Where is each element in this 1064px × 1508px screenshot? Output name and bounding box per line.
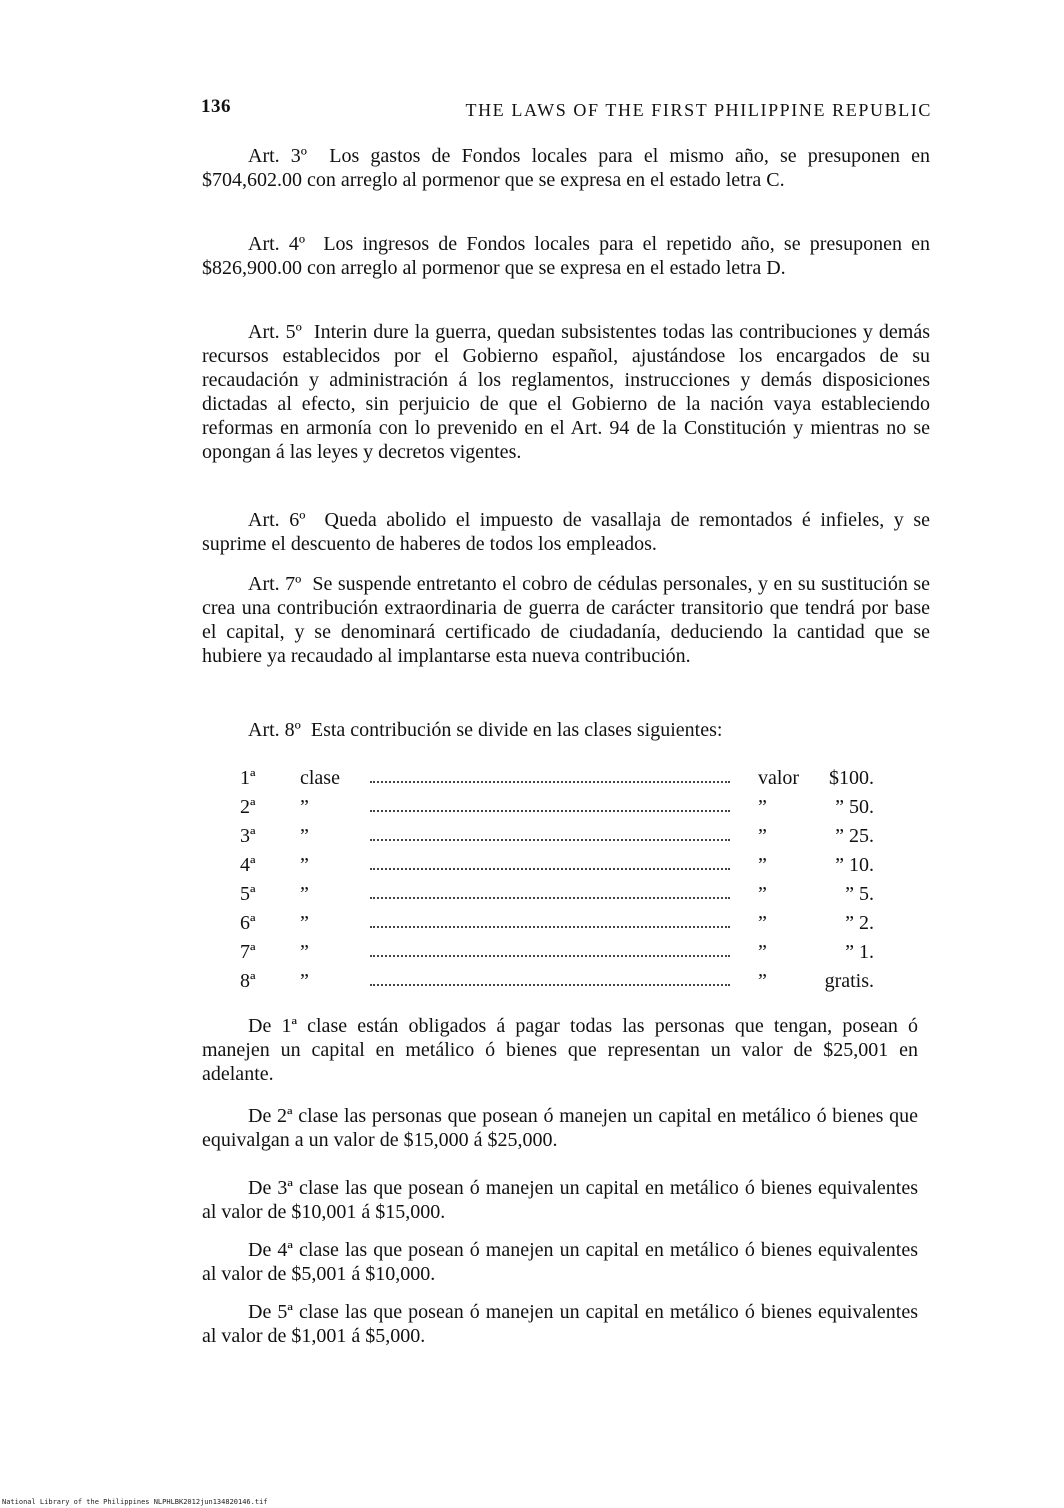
class-number: 5ª: [240, 883, 256, 905]
dot-leader: [370, 954, 730, 957]
page-number: 136: [201, 96, 231, 117]
class-name: ”: [300, 796, 309, 818]
class-3-paragraph: De 3ª clase las que posean ó manejen un capital en metálico ó bienes equivalentes al valor de $10,001 á $15,000.: [202, 1177, 918, 1223]
class-amount: ” 10.: [835, 854, 874, 876]
article-label: Art. 4º: [248, 233, 306, 255]
dot-leader: [370, 896, 730, 899]
class-number: 3ª: [240, 825, 256, 847]
table-row: [240, 880, 880, 909]
valor-label: valor: [758, 767, 800, 789]
dot-leader: [370, 983, 730, 986]
class-amount: gratis.: [824, 970, 874, 992]
article-label: Art. 3º: [248, 145, 307, 167]
valor-label: ”: [758, 825, 767, 847]
table-row: [240, 822, 880, 851]
article-3: [202, 144, 930, 192]
dot-leader: [370, 838, 730, 841]
article-6: [202, 508, 930, 556]
article-label: Art. 6º: [248, 509, 306, 531]
table-row: [240, 967, 880, 996]
class-name: ”: [300, 941, 309, 963]
dot-leader: [370, 925, 730, 928]
table-row: [240, 909, 880, 938]
class-1-paragraph: De 1ª clase están obligados á pagar todas las personas que tengan, posean ó manejen un capital en metálico ó bienes que representan un valor de $25,001 en adelante.: [202, 1015, 918, 1085]
class-amount: ” 25.: [835, 825, 874, 847]
valor-label: ”: [758, 941, 767, 963]
class-amount: ” 5.: [845, 883, 874, 905]
class-amount: ” 2.: [845, 912, 874, 934]
valor-label: ”: [758, 854, 767, 876]
class-number: 2ª: [240, 796, 256, 818]
table-row: [240, 938, 880, 967]
running-header-title: THE LAWS OF THE FIRST PHILIPPINE REPUBLIC: [465, 100, 932, 120]
article-label: Art. 8º: [248, 719, 301, 741]
class-number: 8ª: [240, 970, 256, 992]
class-amount: ” 50.: [835, 796, 874, 818]
class-number: 7ª: [240, 941, 256, 963]
article-label: Art. 5º: [248, 321, 302, 343]
valor-label: ”: [758, 883, 767, 905]
table-row: [240, 793, 880, 822]
class-number: 4ª: [240, 854, 256, 876]
classes-table: [240, 764, 880, 996]
valor-label: ”: [758, 796, 767, 818]
class-4-paragraph: De 4ª clase las que posean ó manejen un capital en metálico ó bienes equivalentes al valor de $5,001 á $10,000.: [202, 1239, 918, 1285]
class-name: clase: [300, 767, 340, 789]
scan-footer-note: National Library of the Philippines NLPHLBK2012jun134820146.tif: [2, 1498, 268, 1506]
class-name: ”: [300, 970, 309, 992]
article-text: Los gastos de Fondos locales para el mismo año, se presuponen en $704,602.00 con arreglo al pormenor que se expresa en el estado letra C.: [202, 145, 930, 191]
article-4: [202, 232, 930, 280]
valor-label: ”: [758, 912, 767, 934]
class-amount: ” 1.: [845, 941, 874, 963]
article-8: [202, 718, 930, 742]
class-number: 6ª: [240, 912, 256, 934]
class-2-paragraph: De 2ª clase las personas que posean ó manejen un capital en metálico ó bienes que equivalgan a un valor de $15,000 á $25,000.: [202, 1105, 918, 1151]
article-text: Interin dure la guerra, quedan subsistentes todas las contribuciones y demás recursos establecidos por el Gobierno español, ajustándose los encargados de su recaudación y administración á los reglamentos, instrucciones y demás disposiciones dictadas al efecto, sin perjuicio de que el Gobierno de la nación vaya estableciendo reformas en armonía con lo prevenido en el Art. 94 de la Constitución y mientras no se opongan á las leyes y decretos vigentes.: [202, 321, 931, 463]
article-label: Art. 7º: [248, 573, 302, 595]
table-row: [240, 764, 880, 793]
article-text: Los ingresos de Fondos locales para el repetido año, se presuponen en $826,900.00 con arreglo al pormenor que se expresa en el estado letra D.: [202, 233, 930, 279]
article-text: Se suspende entretanto el cobro de cédulas personales, y en su sustitución se crea una contribución extraordinaria de guerra de carácter transitorio que tendrá por base el capital, y se denominará certificado de ciudadanía, deduciendo la cantidad que se hubiere ya recaudado al implantarse esta nueva contribución.: [202, 573, 930, 667]
class-number: 1ª: [240, 767, 256, 789]
class-name: ”: [300, 912, 309, 934]
article-5: [202, 320, 930, 464]
class-5-paragraph: De 5ª clase las que posean ó manejen un capital en metálico ó bienes equivalentes al valor de $1,001 á $5,000.: [202, 1301, 918, 1347]
dot-leader: [370, 780, 730, 783]
class-amount: $100.: [829, 767, 874, 789]
article-text: Queda abolido el impuesto de vasallaja de remontados é infieles, y se suprime el descuento de haberes de todos los empleados.: [202, 509, 930, 555]
class-name: ”: [300, 825, 309, 847]
dot-leader: [370, 867, 730, 870]
table-row: [240, 851, 880, 880]
article-7: [202, 572, 930, 668]
article-text: Esta contribución se divide en las clases siguientes:: [310, 719, 723, 741]
valor-label: ”: [758, 970, 767, 992]
dot-leader: [370, 809, 730, 812]
class-name: ”: [300, 854, 309, 876]
class-name: ”: [300, 883, 309, 905]
